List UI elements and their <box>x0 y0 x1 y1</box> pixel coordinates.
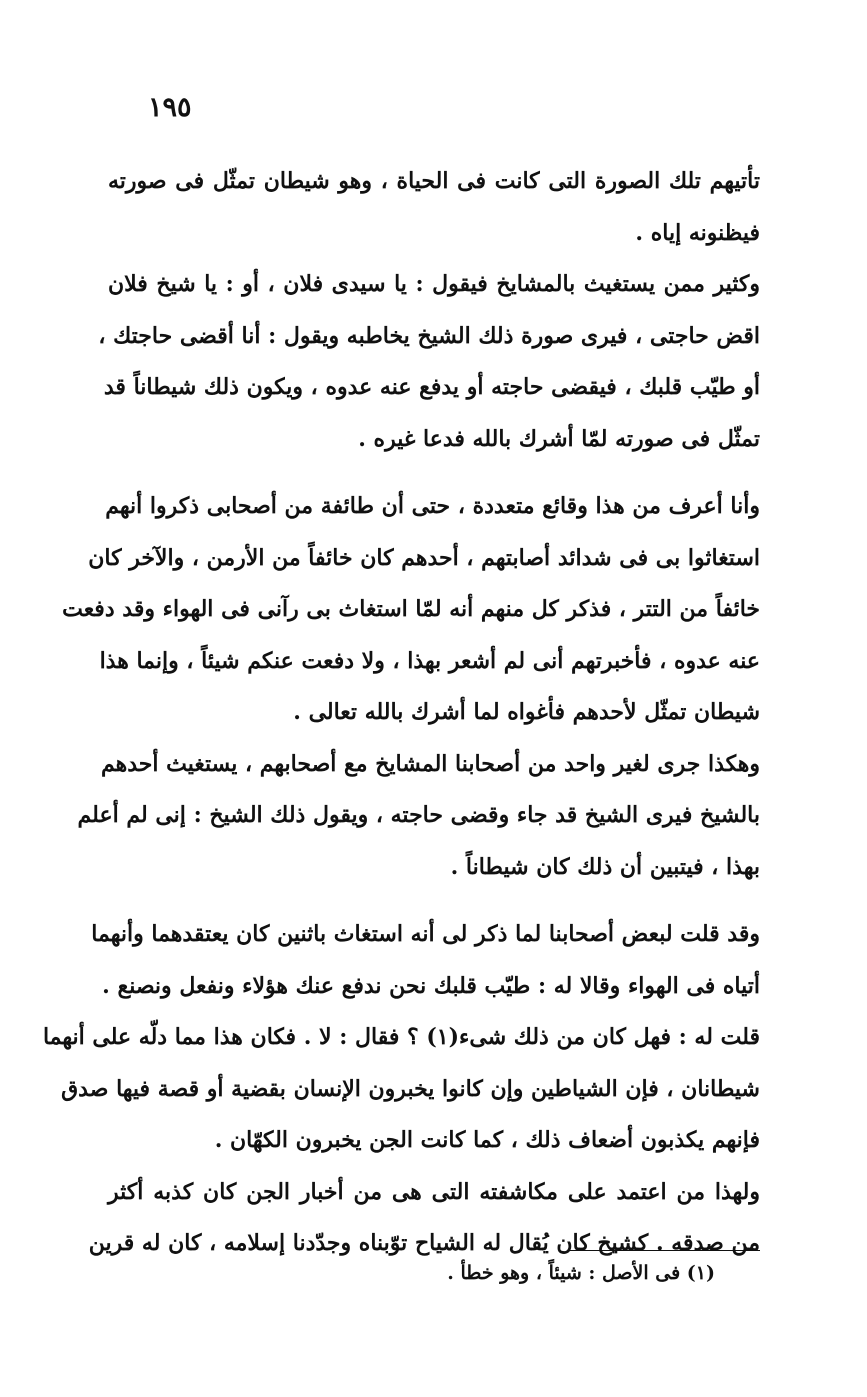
text-line: بالشيخ فيرى الشيخ قد جاء وقضى حاجته ، ويقول ذلك الشيخ : إنى لم أعلم <box>77 802 760 828</box>
text-line: تمثّل فى صورته لمّا أشرك بالله فدعا غيره . <box>358 425 760 452</box>
paragraph-2 <box>98 259 760 465</box>
text-line: وأنا أعرف من هذا وقائع متعددة ، حتى أن طائفة من أصحابى ذكروا أنهم <box>105 493 760 519</box>
text-line: شيطانان ، فإن الشياطين وإن كانوا يخبرون الإنسان بقضية أو قصة فيها صدق <box>61 1075 760 1102</box>
text-line: من صدقه . كشيخ كان يُقال له الشياح توّبناه وجدّدنا إسلامه ، كان له قرين <box>88 1230 760 1256</box>
text-line: اقض حاجتى ، فيرى صورة ذلك الشيخ يخاطبه ويقول : أنا أقضى حاجتك ، <box>98 322 760 349</box>
text-line: فيظنونه إياه . <box>635 219 760 246</box>
text-line: قلت له : فهل كان من ذلك شىء(١) ؟ فقال : لا . فكان هذا مما دلّه على أنهما <box>42 1024 760 1050</box>
text-line: شيطان تمثّل لأحدهم فأغواه لما أشرك بالله تعالى . <box>293 699 760 725</box>
paragraph-gap <box>108 893 760 909</box>
paragraph-6 <box>88 1167 760 1270</box>
footnote-divider <box>570 1250 760 1251</box>
footnote: (١) فى الأصل : شيئاً ، وهو خطأ . <box>447 1262 715 1284</box>
text-line: عنه عدوه ، فأخبرتهم أنى لم أشعر بهذا ، ولا دفعت عنكم شيئاً ، وإنما هذا <box>99 647 760 674</box>
text-line: خائفاً من التتر ، فذكر كل منهم أنه لمّا استغاث بى رآنى فى الهواء وقد دفعت <box>62 596 760 622</box>
text-line: أو طيّب قلبك ، فيقضى حاجته أو يدفع عنه عدوه ، ويكون ذلك شيطاناً قد <box>103 374 760 400</box>
text-line: وقد قلت لبعض أصحابنا لما ذكر لى أنه استغاث باثنين كان يعتقدهما وأنهما <box>91 921 760 947</box>
text-line: أتياه فى الهواء وقالا له : طيّب قلبك نحن ندفع عنك هؤلاء ونفعل ونصنع . <box>102 972 760 999</box>
text-line: وهكذا جرى لغير واحد من أصحابنا المشايخ مع أصحابهم ، يستغيث أحدهم <box>100 750 760 777</box>
text-line: فإنهم يكذبون أضعاف ذلك ، كما كانت الجن يخبرون الكهّان . <box>214 1127 760 1153</box>
page-number: ١٩٥ <box>148 92 192 123</box>
paragraph-1 <box>108 156 760 259</box>
text-line: استغاثوا بى فى شدائد أصابتهم ، أحدهم كان خائفاً من الأرمن ، والآخر كان <box>88 544 760 571</box>
text-line: وكثير ممن يستغيث بالمشايخ فيقول : يا سيدى فلان ، أو : يا شيخ فلان <box>108 271 760 297</box>
paragraph-4 <box>77 739 760 894</box>
text-line: تأتيهم تلك الصورة التى كانت فى الحياة ، وهو شيطان تمثّل فى صورته <box>108 168 760 194</box>
paragraph-gap <box>108 465 760 481</box>
paragraph-3 <box>62 481 760 739</box>
text-line: بهذا ، فيتبين أن ذلك كان شيطاناً . <box>450 853 760 880</box>
paragraph-5 <box>42 909 760 1167</box>
body-text <box>42 156 760 1270</box>
text-line: ولهذا من اعتمد على مكاشفته التى هى من أخبار الجن كان كذبه أكثر <box>108 1178 760 1205</box>
